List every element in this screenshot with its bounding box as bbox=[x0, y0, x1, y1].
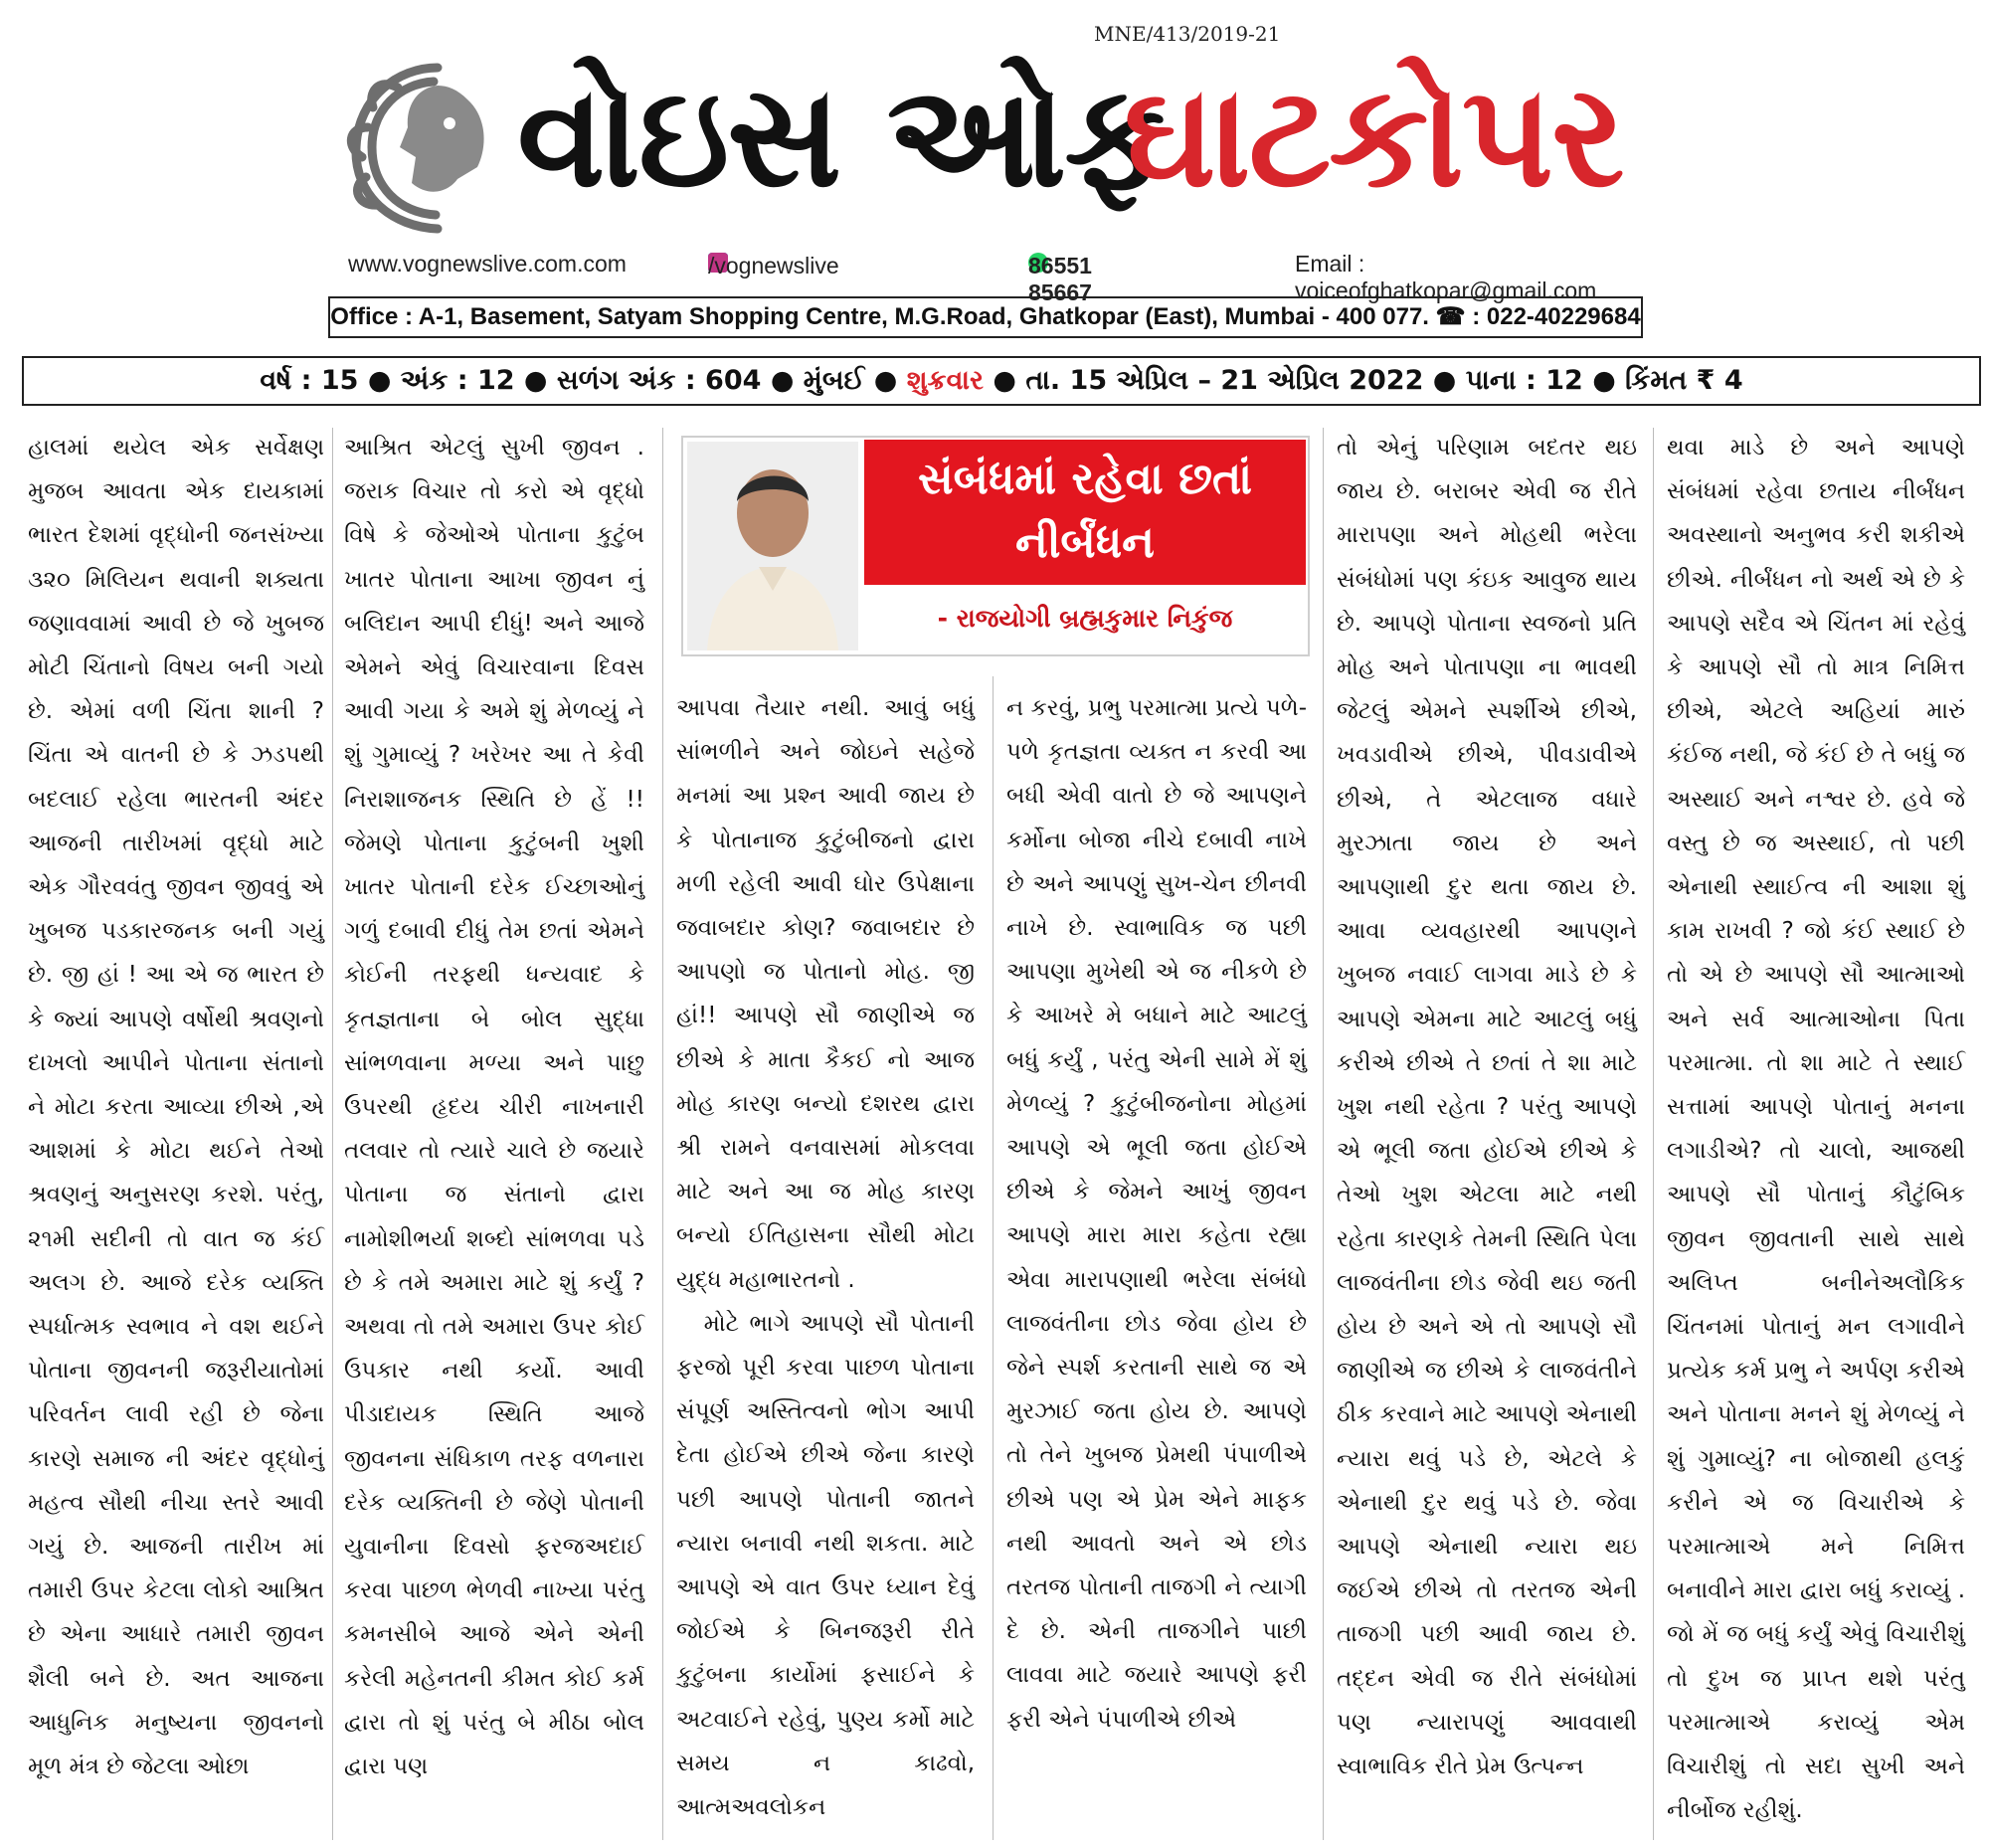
paragraph: આપવા તૈયાર નથી. આવું બધું સાંભળીને અને જોઇને સહેજે મનમાં આ પ્રશ્ન આવી જાય છે કે પોતાનાજ કુટુંબીજનો દ્વારા મળી રહેલી આવી ઘોર ઉપેક્ષાના જવાબદાર કોણ? જવાબદાર છે આપણો જ પોતાનો મોહ. જી હાં!! આપણે સૌ જાણીએ જ છીએ કે માતા કૈકઈ નો આજ મોહ કારણ બન્યો દશરથ દ્વારા શ્રી રામને વનવાસમાં મોકલવા માટે અને આ જ મોહ કારણ બન્યો ઈતિહાસના સૌથી મોટા યુદ્ધ મહાભારતનો . bbox=[676, 695, 975, 1293]
masthead-title-red: ઘાટકોપર bbox=[1124, 55, 1623, 219]
office-address: Office : A-1, Basement, Satyam Shopping Centre, M.G.Road, Ghatkopar (East), Mumbai - 400 077. ☎ : 022-40229684 bbox=[328, 296, 1643, 338]
article-column-2 bbox=[344, 426, 644, 1788]
paragraph: ન કરવું, પ્રભુ પરમાત્મા પ્રત્યે પળે-પળે કૃતજ્ઞતા વ્યક્ત ન કરવી આ બધી એવી વાતો છે જે આપણને કર્મોના બોજા નીચે દબાવી નાખે છે અને આપણું સુખ-ચેન છીનવી નાખે છે. સ્વાભાવિક જ પછી આપણા મુખેથી એ જ નીકળે છે કે આખરે મે બધાને માટે આટલું બધું કર્યું , પરંતુ એની સામે મેં શું મેળવ્યું ? કુટુંબીજનોના મોહમાં આપણે એ ભૂલી જતા હોઈએ છીએ કે જેમને આખું જીવન આપણે મારા મારા કહેતા રહ્યા એવા મારાપણાથી ભરેલા સંબંધો લાજવંતીના છોડ જેવા હોય છે જેને સ્પર્શ કરતાની સાથે જ એ મુરઝાઈ જતા હોય છે. આપણે તો તેને ખુબજ પ્રેમથી પંપાળીએ છીએ પણ એ પ્રેમ એને માફક નથી આવતો અને એ છોડ તરતજ પોતાની તાજગી ને ત્યાગી દે છે. એની તાજગીને પાછી લાવવા માટે જયારે આપણે ફરી ફરી એને પંપાળીએ છીએ bbox=[1006, 695, 1307, 1733]
issue-price: કિંમત ₹ 4 bbox=[1625, 365, 1743, 396]
article-column-4 bbox=[1006, 686, 1307, 1742]
contact-bar bbox=[348, 249, 1651, 305]
column-rule bbox=[662, 428, 663, 1840]
author-portrait-icon bbox=[687, 442, 858, 650]
headline-panel bbox=[864, 440, 1306, 585]
website-link[interactable]: www.vognewslive.com.com bbox=[348, 251, 627, 277]
issue-day: શુક્રવાર bbox=[906, 365, 985, 396]
article-column-5 bbox=[1337, 426, 1637, 1788]
headline-line1: સંબંધમાં રહેવા છતાં bbox=[917, 454, 1253, 504]
article-header-box bbox=[681, 436, 1310, 656]
issue-number: અંક : 12 bbox=[400, 365, 515, 396]
column-rule bbox=[993, 676, 994, 1840]
masthead-title-black: વોઇસ ઓફ bbox=[517, 55, 1164, 219]
issue-date: તા. 15 એપ્રિલ – 21 એપ્રિલ 2022 bbox=[1025, 365, 1424, 396]
issue-serial: સળંગ અંક : 604 bbox=[556, 365, 762, 396]
column-rule bbox=[332, 428, 333, 1840]
paragraph: થવા માડે છે અને આપણે સંબંધમાં રહેવા છતાય નીર્બંધન અવસ્થાનો અનુભવ કરી શકીએ છીએ. નીર્બંધન નો અર્થ એ છે કે આપણે સદૈવ એ ચિંતન માં રહેવું કે આપણે સૌ તો માત્ર નિમિત્ત છીએ, એટલે અહિયાં મારું કંઈજ નથી, જે કંઈ છે તે બધું જ અસ્થાઈ અને નશ્વર છે. હવે જે વસ્તુ છે જ અસ્થાઈ, તો પછી એનાથી સ્થાઈત્વ ની આશા શું કામ રાખવી ? જો કંઈ સ્થાઈ છે તો એ છે આપણે સૌ આત્માઓ અને સર્વ આત્માઓના પિતા પરમાત્મા. તો શા માટે તે સ્થાઈ સત્તામાં આપણે પોતાનું મનના લગાડીએ? તો ચાલો, આજથી આપણે સૌ પોતાનું કૌટુંબિક જીવન જીવતાની સાથે સાથે અલિપ્ત બનીનેઅલૌકિક ચિંતનમાં પોતાનું મન લગાવીને પ્રત્યેક કર્મ પ્રભુ ને અર્પણ કરીએ અને પોતાના મનને શું મેળવ્યું ને શું ગુમાવ્યું? ના બોજાથી હલકું કરીને એ જ વિચારીએ કે પરમાત્માએ મને નિમિત્ત બનાવીને મારા દ્વારા બધું કરાવ્યું . જો મેં જ બધું કર્યું એવું વિચારીશું તો દુખ જ પ્રાપ્ત થશે પરંતુ પરમાત્માએ કરાવ્યું એમ વિચારીશું તો સદા સુખી અને નીર્બોજ રહીશું. bbox=[1667, 435, 1965, 1824]
issue-city: મુંબઈ bbox=[803, 365, 865, 396]
article-column-3 bbox=[676, 686, 975, 1829]
byline: - રાજયોગી બ્રહ્મકુમાર નિકુંજ bbox=[937, 604, 1233, 633]
article-column-1 bbox=[28, 426, 324, 1788]
headline-line2: નીર્બંધન bbox=[1015, 517, 1155, 568]
issue-pages: પાના : 12 bbox=[1465, 365, 1583, 396]
column-rule bbox=[1653, 428, 1654, 1840]
issue-bar: વર્ષ : 15 ● અંક : 12 ● સળંગ અંક : 604 ● મુંબઈ ● શુક્રવાર ● તા. 15 એપ્રિલ – 21 એપ્રિલ 2022 ● પાના : 12 ● કિંમત ₹ 4 bbox=[22, 356, 1981, 406]
registration-number: MNE/413/2019-21 bbox=[1094, 22, 1281, 46]
column-rule bbox=[1323, 428, 1324, 1840]
paragraph: આશ્રિત એટલું સુખી જીવન . જરાક વિચાર તો કરો એ વૃદ્ધો વિષે કે જેઓએ પોતાના કુટુંબ ખાતર પોતાના આખા જીવન નું બલિદાન આપી દીધું! અને આજે એમને એવું વિચારવાના દિવસ આવી ગયા કે અમે શું મેળવ્યું ને શું ગુમાવ્યું ? ખરેખર આ તે કેવી નિરાશાજનક સ્થિતિ છે હેં !! જેમણે પોતાના કુટુંબની ખુશી ખાતર પોતાની દરેક ઈચ્છાઓનું ગળું દબાવી દીધું તેમ છતાં એમને કોઈની તરફથી ધન્યવાદ કે કૃતજ્ઞતાના બે બોલ સુદ્ધા સાંભળવાના મળ્યા અને પાછુ ઉપરથી હૃદય ચીરી નાખનારી તલવાર તો ત્યારે ચાલે છે જયારે પોતાના જ સંતાનો દ્વારા નામોશીભર્યા શબ્દો સાંભળવા પડે છે કે તમે અમારા માટે શું કર્યું ? અથવા તો તમે અમારા ઉપર કોઈ ઉપકાર નથી કર્યો. આવી પીડાદાયક સ્થિતિ આજે જીવનના સંધિકાળ તરફ વળનારા દરેક વ્યક્તિની છે જેણે પોતાની યુવાનીના દિવસો ફરજઅદાઈ કરવા પાછળ ભેળવી નાખ્યા પરંતુ કમનસીબે આજે એને એની કરેલી મહેનતની કીમત કોઈ કર્મ દ્વારા તો શું પરંતુ બે મીઠા બોલ દ્વારા પણ bbox=[344, 435, 644, 1780]
social-handle: /vognewslive bbox=[708, 253, 839, 278]
paragraph: હાલમાં થયેલ એક સર્વેક્ષણ મુજબ આવતા એક દાયકામાં ભારત દેશમાં વૃદ્ધોની જનસંખ્યા ૩૨૦ મિલિયન થવાની શક્યતા જણાવવામાં આવી છે જે ખુબજ મોટી ચિંતાનો વિષય બની ગયો છે. એમાં વળી ચિંતા શાની ? ચિંતા એ વાતની છે કે ઝડપથી બદલાઈ રહેલા ભારતની અંદર આજની તારીખમાં વૃદ્ધો માટે એક ગૌરવવંતુ જીવન જીવવું એ ખુબજ પડકારજનક બની ગયું છે. જી હાં ! આ એ જ ભારત છે કે જ્યાં આપણે વર્ષોથી શ્રવણનો દાખલો આપીને પોતાના સંતાનો ને મોટા કરતા આવ્યા છીએ ,એ આશમાં કે મોટા થઈને તેઓ શ્રવણનું અનુસરણ કરશે. પરંતુ, ૨૧મી સદીની તો વાત જ કંઈ અલગ છે. આજે દરેક વ્યક્તિ સ્પર્ધાત્મક સ્વભાવ ને વશ થઈને પોતાના જીવનની જરૂરીયાતોમાં પરિવર્તન લાવી રહી છે જેના કારણે સમાજ ની અંદર વૃદ્ધોનું મહત્વ સૌથી નીચા સ્તરે આવી ગયું છે. આજની તારીખ માં તમારી ઉપર કેટલા લોકો આશ્રિત છે એના આધારે તમારી જીવન શૈલી બને છે. અત આજના આધુનિક મનુષ્યના જીવનનો મૂળ મંત્ર છે જેટલા ઓછા bbox=[28, 435, 324, 1780]
article-column-6 bbox=[1667, 426, 1965, 1833]
paragraph: તો એનું પરિણામ બદતર થઇ જાય છે. બરાબર એવી જ રીતે મારાપણા અને મોહથી ભરેલા સંબંધોમાં પણ કંઇક આવુજ થાય છે. આપણે પોતાના સ્વજનો પ્રતિ મોહ અને પોતાપણા ના ભાવથી જેટલું એમને સ્પર્શીએ છીએ, ખવડાવીએ છીએ, પીવડાવીએ છીએ, તે એટલાજ વધારે મુરઝાતા જાય છે અને આપણાથી દુર થતા જાય છે. આવા વ્યવહારથી આપણને ખુબજ નવાઈ લાગવા માડે છે કે આપણે એમના માટે આટલું બધું કરીએ છીએ તે છતાં તે શા માટે ખુશ નથી રહેતા ? પરંતુ આપણે એ ભૂલી જતા હોઈએ છીએ કે તેઓ ખુશ એટલા માટે નથી રહેતા કારણકે તેમની સ્થિતિ પેલા લાજવંતીના છોડ જેવી થઇ જતી હોય છે અને એ તો આપણે સૌ જાણીએ જ છીએ કે લાજવંતીને ઠીક કરવાને માટે આપણે એનાથી ન્યારા થવું પડે છે, એટલે કે એનાથી દુર થવું પડે છે. જેવા આપણે એનાથી ન્યારા થઇ જઈએ છીએ તો તરતજ એની તાજગી પછી આવી જાય છે. તદ્દન એવી જ રીતે સંબંધોમાં પણ ન્યારાપણું આવવાથી સ્વાભાવિક રીતે પ્રેમ ઉત્પન્ન bbox=[1337, 435, 1637, 1780]
phone-number: 86551 85667 bbox=[1028, 253, 1092, 305]
paragraph: મોટે ભાગે આપણે સૌ પોતાની ફરજો પૂરી કરવા પાછળ પોતાના સંપૂર્ણ અસ્તિત્વનો ભોગ આપી દેતા હોઈએ છીએ જેના કારણે પછી આપણે પોતાની જાતને ન્યારા બનાવી નથી શકતા. માટે આપણે એ વાત ઉપર ધ્યાન દેવું જોઈએ કે બિનજરૂરી રીતે કુટુંબના કાર્યોમાં ફસાઈને કે અટવાઈને રહેવું, પુણ્ય કર્મો માટે સમય ન કાઢવો, આત્મઅવલોકન bbox=[676, 1310, 975, 1821]
masthead bbox=[328, 38, 1661, 247]
email-text[interactable]: Email : voiceofghatkopar@gmail.com bbox=[1295, 251, 1597, 303]
author-photo bbox=[687, 442, 858, 650]
issue-year: વર્ષ : 15 bbox=[260, 365, 359, 396]
lion-logo-icon bbox=[338, 48, 537, 237]
